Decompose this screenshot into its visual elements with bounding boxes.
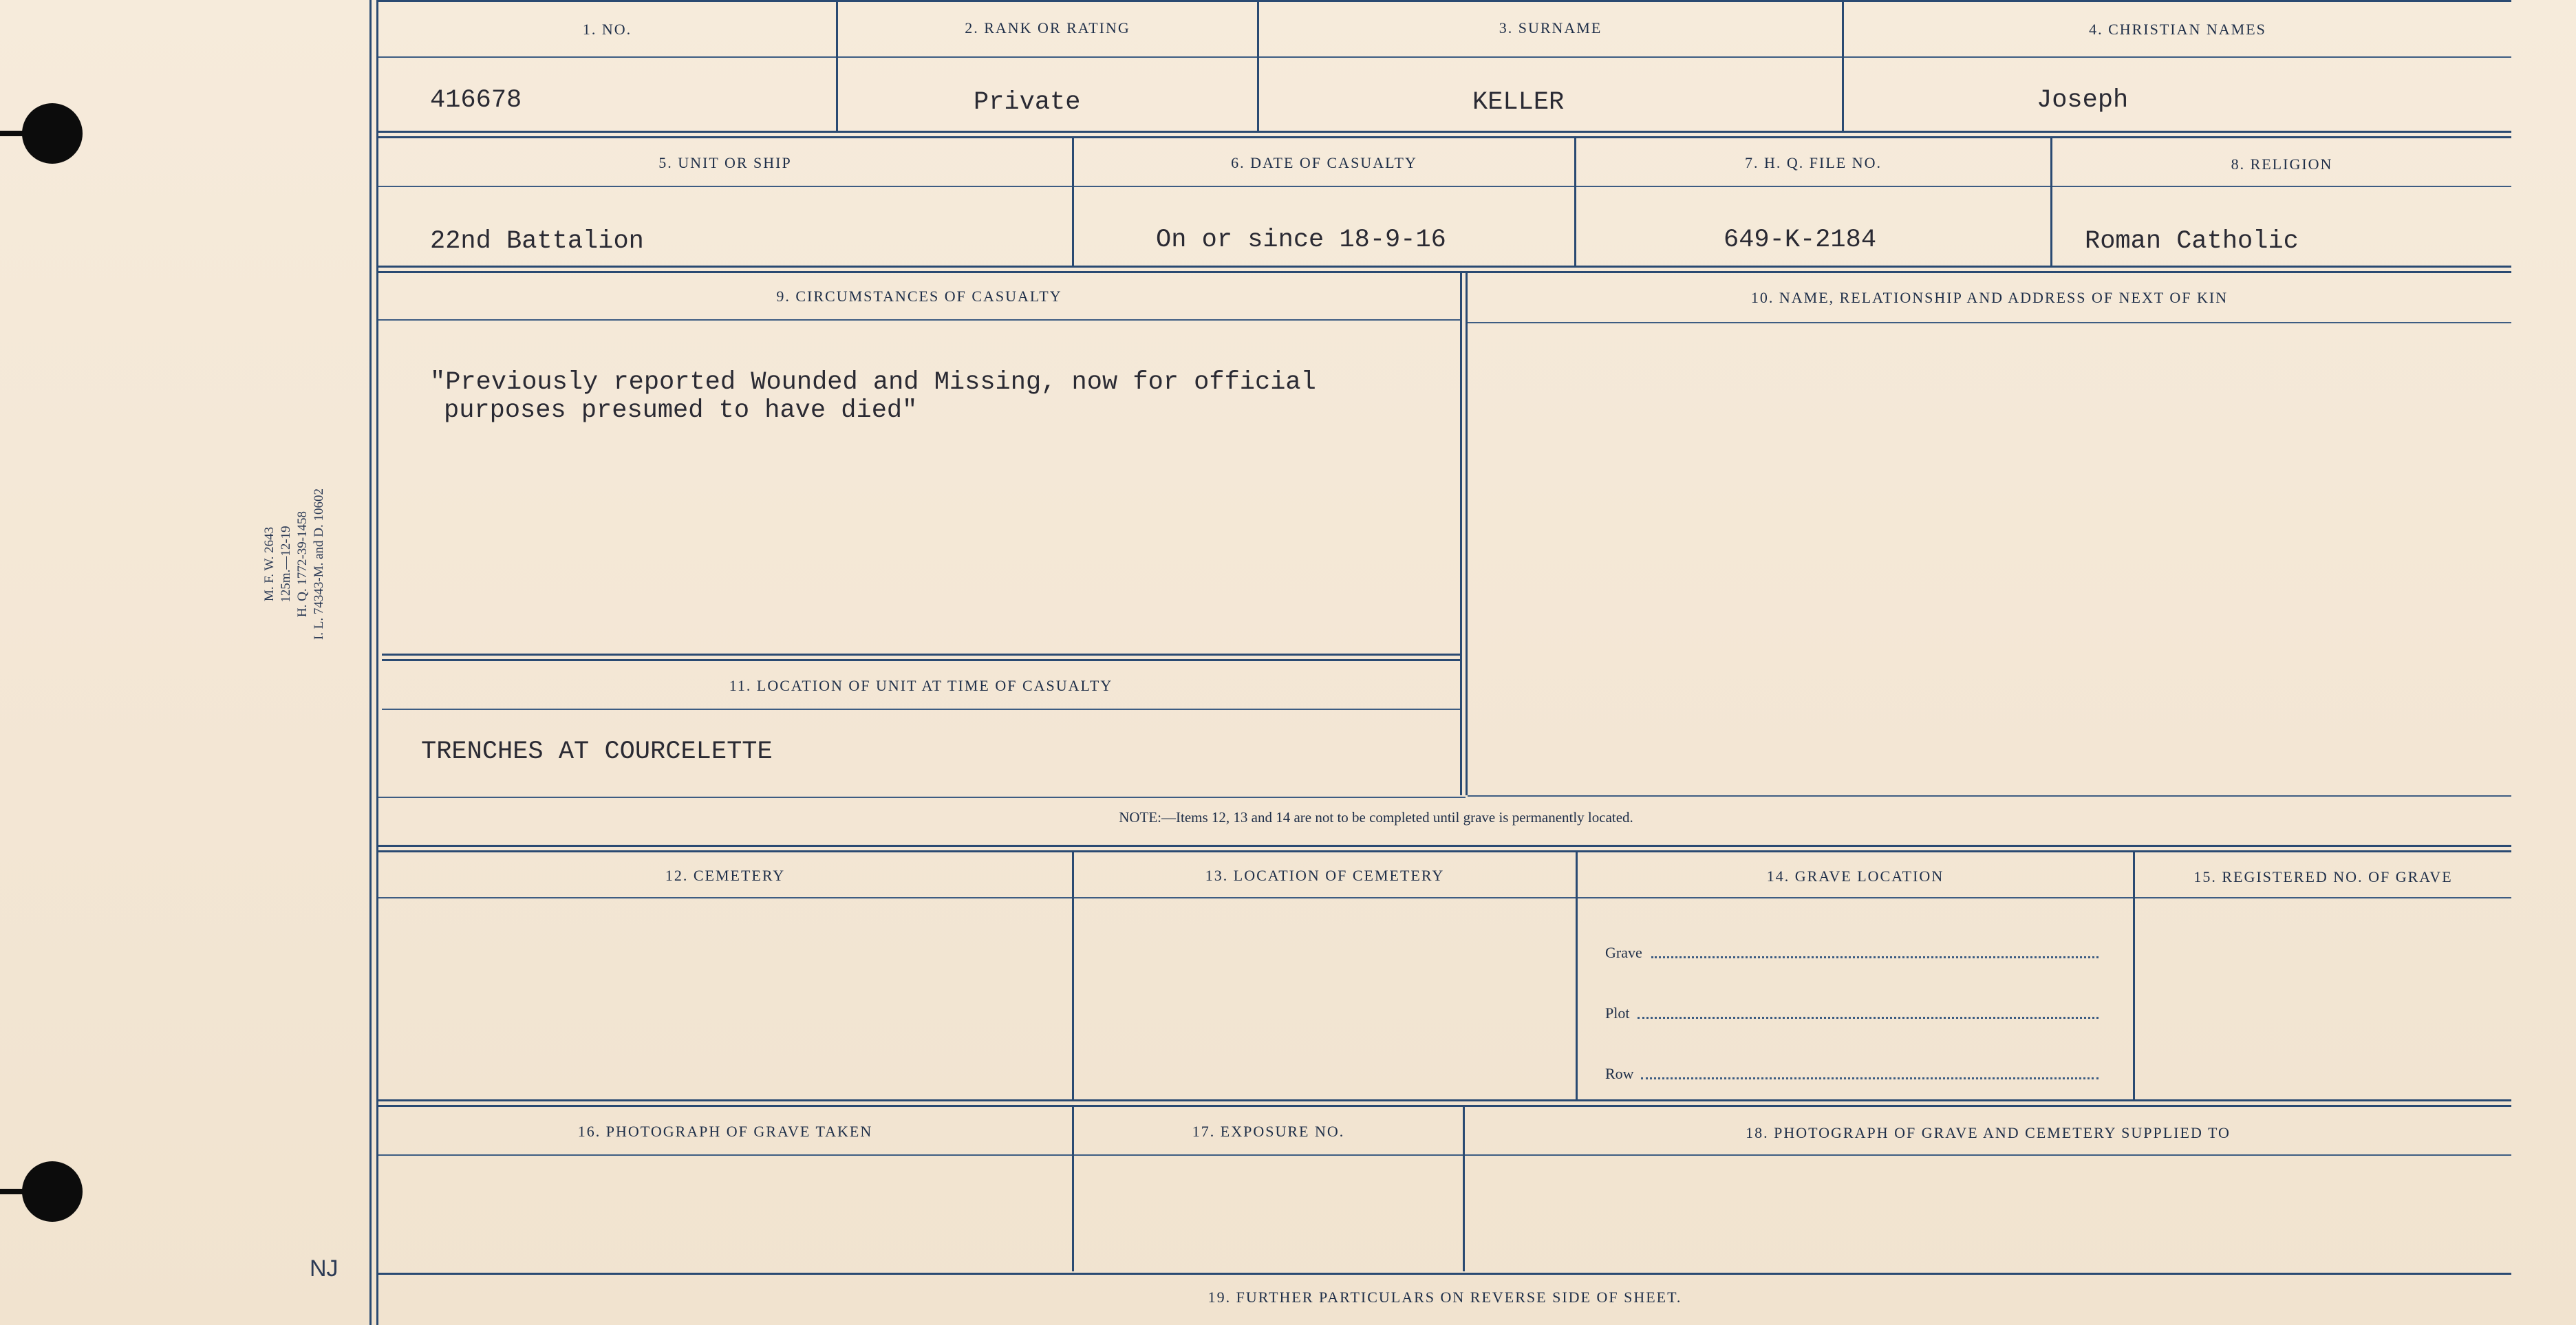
header-surname: 3. SURNAME [1499,19,1602,36]
row3-divider [1072,852,1074,1099]
form-code-line: M. F. W. 2643 [262,526,277,602]
row1-bottom-rule-2 [378,136,2511,138]
location-header-rule [382,709,1460,710]
header-location-cemetery: 13. LOCATION OF CEMETERY [1205,867,1445,884]
location-top-rule [382,654,1460,656]
row1-top-rule [378,0,2511,2]
header-unit: 5. UNIT OR SHIP [658,154,792,171]
row2-bottom-rule-2 [378,271,2511,273]
next-of-kin-header-rule [1468,322,2511,323]
header-rank: 2. RANK OR RATING [965,19,1130,36]
christian-names: Joseph [2037,86,2129,115]
header-photo-taken: 16. PHOTOGRAPH OF GRAVE TAKEN [577,1123,873,1140]
header-registered-no: 15. REGISTERED NO. OF GRAVE [2193,868,2453,885]
margin-rule-1 [369,0,372,1325]
location-unit: TRENCHES AT COURCELETTE [421,737,773,766]
row4-header-rule [378,1154,2511,1156]
header-location-unit: 11. LOCATION OF UNIT AT TIME OF CASUALTY [729,677,1113,694]
rank: Private [974,88,1081,117]
row2-bottom-rule [378,266,2511,268]
circumstances-line-1: "Previously reported Wounded and Missing, now for official [430,368,1316,397]
grave-label: Grave [1605,944,1642,961]
row4-top-rule-2 [378,1105,2511,1107]
header-christian-names: 4. CHRISTIAN NAMES [2089,21,2266,38]
header-religion: 8. RELIGION [2231,155,2333,173]
footer-note: 19. FURTHER PARTICULARS ON REVERSE SIDE OF SHEET. [1208,1289,1682,1306]
plot-label: Plot [1605,1004,1630,1022]
header-date: 6. DATE OF CASUALTY [1231,154,1417,171]
unit: 22nd Battalion [430,227,644,256]
header-circumstances: 9. CIRCUMSTANCES OF CASUALTY [776,288,1062,305]
header-file-no: 7. H. Q. FILE NO. [1745,154,1882,171]
header-grave-location: 14. GRAVE LOCATION [1766,868,1944,885]
footer-top-rule [378,1273,2511,1275]
surname: KELLER [1472,88,1565,117]
header-exposure-no: 17. EXPOSURE NO. [1192,1123,1345,1140]
circumstances-line-2: purposes presumed to have died" [444,396,918,425]
row1-bottom-rule [378,131,2511,133]
header-no: 1. NO. [582,21,632,38]
note: NOTE:—Items 12, 13 and 14 are not to be completed until grave is permanently located. [1119,809,1633,826]
punch-hole-top-stub [0,131,34,136]
row3-divider [1576,852,1578,1099]
row3-top-rule-2 [378,850,2511,852]
row3-top-rule [378,845,2511,847]
row3-header-rule [378,897,2511,898]
form-code-line: 125m.—12-19 [279,526,293,603]
section-bottom-rule [1468,795,2511,797]
circumstances-divider [1460,272,1462,795]
form-code [261,371,337,757]
header-photo-supplied: 18. PHOTOGRAPH OF GRAVE AND CEMETERY SUPPLIED TO [1746,1124,2231,1141]
row-label: Row [1605,1065,1634,1082]
hq-file-no: 649-K-2184 [1724,226,1877,255]
header-cemetery: 12. CEMETERY [665,867,786,884]
row1-divider [1842,0,1844,131]
plot-line [1638,1017,2099,1019]
row3-divider [2133,852,2135,1099]
service-number: 416678 [430,86,522,115]
grave-line [1651,956,2099,958]
section-bottom-rule-left [378,797,1466,798]
form-code-line: I. L. 74343-M. and D. 10602 [312,488,326,640]
row4-top-rule [378,1099,2511,1101]
clerk-initials: NJ [310,1256,339,1282]
row-line [1641,1077,2099,1079]
religion: Roman Catholic [2085,227,2299,256]
location-top-rule-2 [382,659,1460,661]
header-next-of-kin: 10. NAME, RELATIONSHIP AND ADDRESS OF NEXT OF KIN [1750,289,2229,306]
row1-header-rule [378,56,2511,58]
row2-header-rule [378,186,2511,187]
date-of-casualty: On or since 18-9-16 [1156,226,1446,255]
punch-hole-bottom-stub [0,1189,34,1194]
circumstances-divider-2 [1466,272,1468,795]
form-code-line: H. Q. 1772-39-1458 [295,510,310,618]
circumstances-header-rule [378,319,1460,321]
